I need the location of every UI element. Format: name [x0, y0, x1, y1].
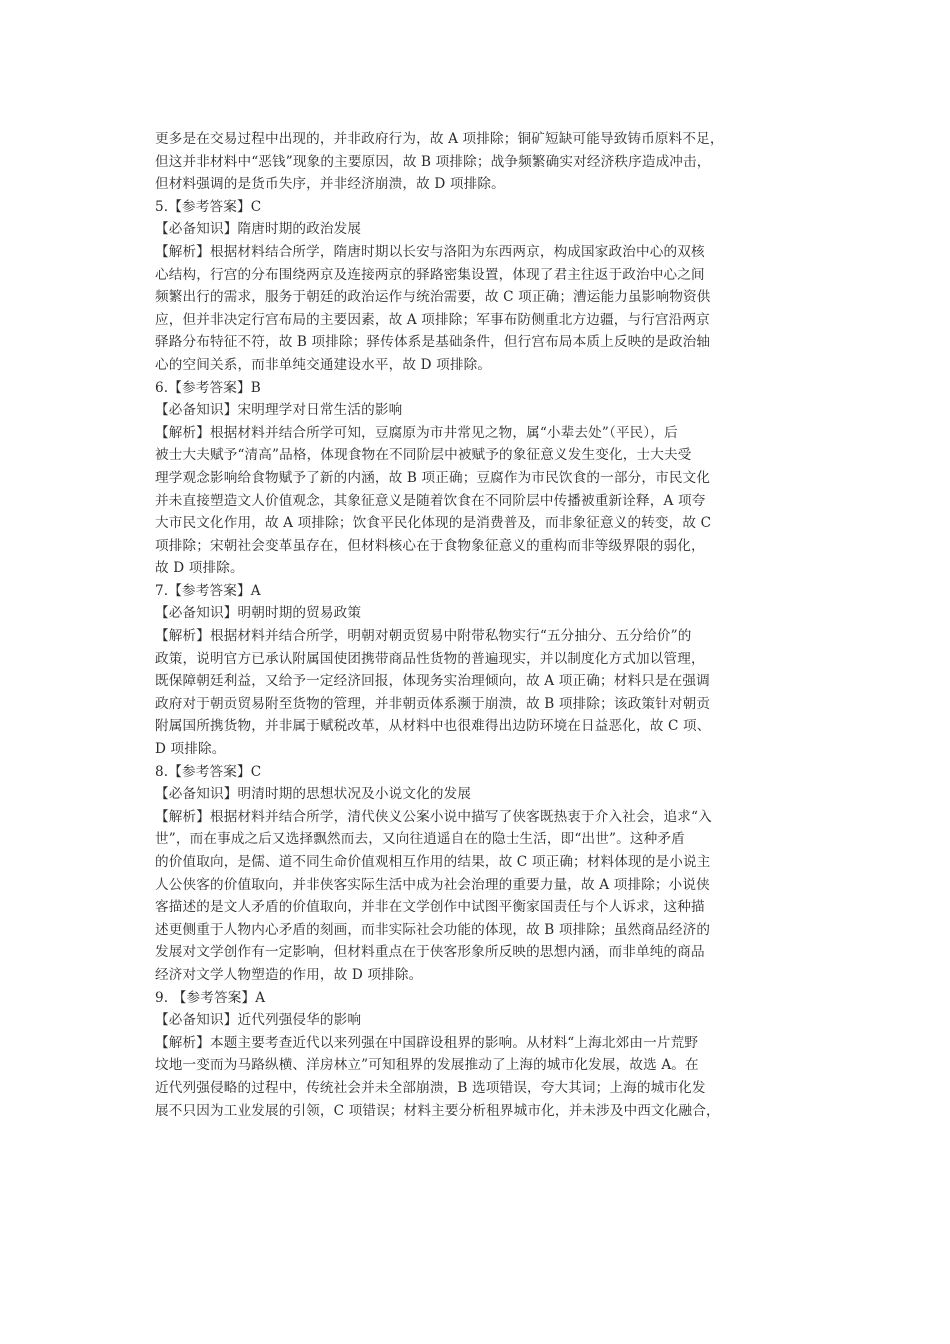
analysis-line: 【解析】根据材料并结合所学可知，豆腐原为市井常见之物，属“小辈去处”（平民），后	[155, 424, 678, 441]
analysis-line: 【解析】根据材料并结合所学，清代侠义公案小说中描写了侠客既热衷于介入社会，追求“入	[155, 808, 712, 825]
analysis-line: 发展对文学创作有一定影响，但材料重点在于侠客形象所反映的思想内涵，而非单纯的商品	[155, 944, 705, 961]
analysis-line: 展不只因为工业发展的引领，C 项错误；材料主要分析租界城市化，并未涉及中西文化融合，	[155, 1102, 720, 1119]
analysis-line: 大市民文化作用，故 A 项排除；饮食平民化体现的是消费普及，而非象征意义的转变，故 C	[155, 515, 712, 532]
text-line: 更多是在交易过程中出现的，并非政府行为，故 A 项排除；铜矿短缺可能导致铸币原料不足，	[155, 131, 724, 147]
question-8-section	[155, 761, 815, 987]
required-knowledge-heading: 【必备知识】明朝时期的贸易政策	[155, 605, 362, 622]
analysis-line: 政府对于朝贡贸易附至货物的管理，并非朝贡体系濒于崩溃，故 B 项排除；该政策针对朝贡	[155, 695, 711, 712]
question-5-section	[155, 196, 815, 377]
analysis-line: 【解析】根据材料并结合所学，明朝对朝贡贸易中附带私物实行“五分抽分、五分给价”的	[155, 628, 692, 645]
reference-answer-heading: 6.【参考答案】B	[155, 379, 261, 396]
reference-answer-heading: 9. 【参考答案】A	[155, 989, 266, 1006]
analysis-line: 故 D 项排除。	[155, 560, 244, 577]
analysis-line: 应，但并非决定行宫布局的主要因素，故 A 项排除；军事布防侧重北方边疆，与行宫沿两京	[155, 311, 710, 328]
analysis-line: 世”，而在事成之后又选择飘然而去，又向往逍遥自在的隐士生活，即“出世”。这种矛盾	[155, 831, 685, 848]
analysis-line: 述更侧重于人物内心矛盾的刻画，而非实际社会功能的体现，故 B 项排除；虽然商品经济的	[155, 921, 711, 938]
analysis-line: 【解析】根据材料结合所学，隋唐时期以长安与洛阳为东西两京，构成国家政治中心的双核	[155, 243, 705, 260]
analysis-line: 附属国所携货物，并非属于赋税改革，从材料中也很难得出边防环境在日益恶化，故 C 项、	[155, 718, 711, 735]
analysis-line: 既保障朝廷利益，又给予一定经济回报，体现务实治理倾向，故 A 项正确；材料只是在强调	[155, 673, 710, 690]
analysis-line: 心的空间关系，而非单纯交通建设水平，故 D 项排除。	[155, 356, 492, 373]
question-7-section	[155, 580, 815, 761]
reference-answer-heading: 7.【参考答案】A	[155, 582, 261, 599]
reference-answer-heading: 8.【参考答案】C	[155, 763, 262, 780]
analysis-line: 被士大夫赋予“清高”品格，体现食物在不同阶层中被赋予的象征意义发生变化，士大夫受	[155, 447, 692, 464]
analysis-line: 政策，说明官方已承认附属国使团携带商品性货物的普遍现实，并以制度化方式加以管理，	[155, 650, 705, 667]
analysis-line: 理学观念影响给食物赋予了新的内涵，故 B 项正确；豆腐作为市民饮食的一部分，市民文化	[155, 469, 711, 486]
analysis-line: 并未直接塑造文人价值观念，其象征意义是随着饮食在不同阶层中传播被重新诠释，A 项夸	[155, 492, 706, 509]
answer-explanation-text	[155, 128, 815, 1122]
analysis-line: 客描述的是文人矛盾的价值取向，并非在文学创作中试图平衡家国责任与个人诉求，这种描	[155, 899, 705, 916]
analysis-line: 经济对文学人物塑造的作用，故 D 项排除。	[155, 966, 423, 983]
required-knowledge-heading: 【必备知识】明清时期的思想状况及小说文化的发展	[155, 786, 472, 803]
intro-paragraph	[155, 128, 815, 196]
analysis-line: 驿路分布特征不符，故 B 项排除；驿传体系是基础条件，但行宫布局本质上反映的是政治轴	[155, 334, 711, 351]
analysis-line: 坟地一变而为马路纵横、洋房林立”可知租界的发展推动了上海的城市化发展，故选 A。在	[155, 1057, 699, 1074]
question-6-section	[155, 377, 815, 580]
analysis-line: 频繁出行的需求，服务于朝廷的政治运作与统治需要，故 C 项正确；漕运能力虽影响物资供	[155, 289, 711, 306]
required-knowledge-heading: 【必备知识】宋明理学对日常生活的影响	[155, 402, 403, 419]
analysis-line: 心结构，行宫的分布围绕两京及连接两京的驿路密集设置，体现了君主往返于政治中心之间	[155, 266, 705, 283]
analysis-line: 人公侠客的价值取向，并非侠客实际生活中成为社会治理的重要力量，故 A 项排除；小说侠	[155, 876, 710, 893]
text-line: 但这并非材料中“恶钱”现象的主要原因，故 B 项排除；战争频繁确实对经济秩序造成冲击，	[155, 153, 711, 170]
text-line: 但材料强调的是货币失序，并非经济崩溃，故 D 项排除。	[155, 176, 505, 193]
analysis-line: 近代列强侵略的过程中，传统社会并未全部崩溃，B 选项错误，夸大其词；上海的城市化发	[155, 1079, 706, 1096]
analysis-line: 的价值取向，是儒、道不同生命价值观相互作用的结果，故 C 项正确；材料体现的是小说主	[155, 854, 711, 870]
analysis-line: D 项排除。	[155, 741, 226, 758]
required-knowledge-heading: 【必备知识】隋唐时期的政治发展	[155, 221, 362, 238]
reference-answer-heading: 5.【参考答案】C	[155, 198, 262, 215]
question-9-section	[155, 987, 815, 1123]
analysis-line: 项排除；宋朝社会变革虽存在，但材料核心在于食物象征意义的重构而非等级界限的弱化，	[155, 537, 705, 554]
analysis-line: 【解析】本题主要考查近代以来列强在中国辟设租界的影响。从材料“上海北郊由一片荒野	[155, 1034, 699, 1051]
required-knowledge-heading: 【必备知识】近代列强侵华的影响	[155, 1012, 362, 1029]
